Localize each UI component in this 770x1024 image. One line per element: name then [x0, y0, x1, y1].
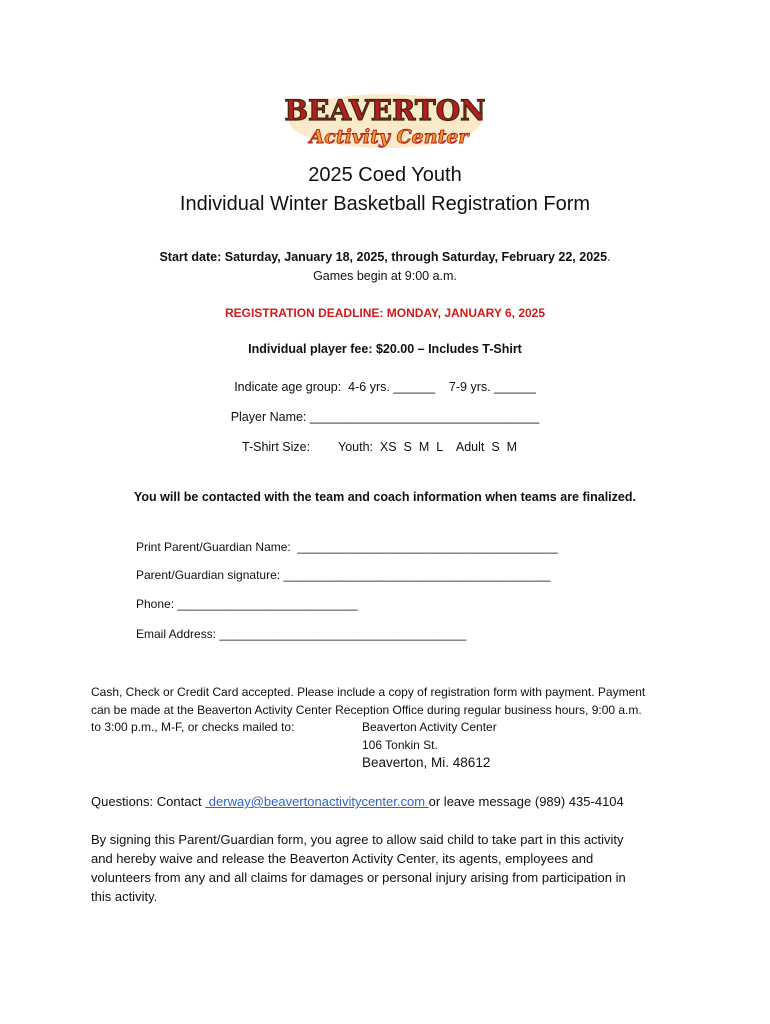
team-contact-note: You will be contacted with the team and coach information when teams are finalized.: [134, 490, 636, 504]
guardian-signature-field[interactable]: Parent/Guardian signature: ________________________________________: [136, 568, 551, 582]
games-begin: Games begin at 9:00 a.m.: [313, 269, 457, 283]
payment-line2: can be made at the Beaverton Activity Center Reception Office during regular business hours, 9:00 a.m.: [91, 703, 642, 717]
age-group-field[interactable]: Indicate age group: 4-6 yrs. ______ 7-9 yrs. ______: [234, 380, 536, 394]
waiver-line1: By signing this Parent/Guardian form, you agree to allow said child to take part in this activity: [91, 832, 624, 847]
waiver-line3: volunteers from any and all claims for damages or personal injury arising from participation in: [91, 870, 626, 885]
start-date-line: [0, 249, 770, 265]
mailing-address-line1: Beaverton Activity Center: [362, 720, 497, 734]
mailing-address-line3: Beaverton, Mi. 48612: [362, 755, 491, 770]
start-date-text: Start date: Saturday, January 18, 2025, through Saturday, February 22, 2025: [159, 250, 608, 264]
mailing-address-line2: 106 Tonkin St.: [362, 738, 438, 752]
questions-prefix: Questions: Contact: [91, 794, 206, 809]
payment-line3: to 3:00 p.m., M-F, or checks mailed to:: [91, 720, 295, 734]
registration-deadline: REGISTRATION DEADLINE: MONDAY, JANUARY 6, 2025: [224, 306, 546, 320]
email-field[interactable]: Email Address: _____________________________________: [136, 627, 467, 641]
waiver-line4: this activity.: [91, 889, 158, 904]
start-date-period: .: [607, 250, 611, 264]
player-fee: Individual player fee: $20.00 – Includes T-Shirt: [248, 342, 522, 356]
waiver-line2: and hereby waive and release the Beaverton Activity Center, its agents, employees and: [91, 851, 594, 866]
form-title-line2: Individual Winter Basketball Registration Form: [179, 193, 591, 215]
contact-email-link[interactable]: derway@beavertonactivitycenter.com: [205, 794, 429, 809]
beaverton-logo: [285, 90, 485, 152]
form-title-line1: 2025 Coed Youth: [308, 164, 462, 186]
payment-line1: Cash, Check or Credit Card accepted. Please include a copy of registration form with payment. Payment: [91, 685, 646, 699]
tshirt-size-options[interactable]: Youth: XS S M L Adult S M: [338, 440, 518, 454]
logo-line2: Activity Center: [309, 126, 469, 148]
phone-field[interactable]: Phone: ___________________________: [136, 597, 358, 611]
logo-line1: BEAVERTON: [285, 94, 485, 127]
tshirt-size-label: T-Shirt Size:: [242, 440, 311, 454]
player-name-field[interactable]: Player Name: _________________________________: [230, 410, 540, 424]
questions-suffix: or leave message (989) 435-4104: [428, 794, 624, 809]
questions-line: [91, 792, 624, 811]
guardian-name-field[interactable]: Print Parent/Guardian Name: _______________________________________: [136, 540, 558, 554]
